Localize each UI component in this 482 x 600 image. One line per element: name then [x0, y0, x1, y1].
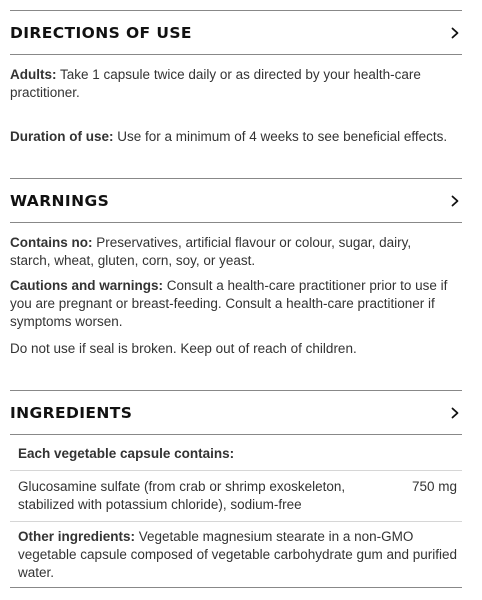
adults-label: Adults: — [10, 67, 57, 82]
warnings-contains — [10, 234, 455, 270]
cautions-label: Cautions and warnings: — [10, 278, 164, 293]
directions-header[interactable] — [10, 11, 462, 55]
warnings-header[interactable] — [10, 179, 462, 223]
section-divider — [10, 54, 462, 55]
section-divider-bottom — [10, 587, 462, 588]
ingredient-name: Glucosamine sulfate (from crab or shrimp exoskeleton, stabilized with potassium chloride), sodium-free — [18, 479, 346, 512]
ingredient-amount: 750 mg — [412, 479, 458, 494]
section-divider — [10, 434, 462, 435]
ingredients-table-header: Each vegetable capsule contains: — [18, 446, 235, 461]
chevron-right-icon — [448, 26, 462, 40]
warnings-title: WARNINGS — [10, 192, 110, 210]
cautions-text: Consult a health-care practitioner prior to use if you are pregnant or breast-feeding. Consult a health-care practitioner if symptoms worsen. — [10, 278, 448, 329]
directions-title: DIRECTIONS OF USE — [10, 24, 192, 42]
directions-duration — [10, 128, 455, 146]
contains-label: Contains no: — [10, 235, 93, 250]
chevron-right-icon — [448, 406, 462, 420]
ingredients-header[interactable] — [10, 391, 462, 435]
warnings-cautions — [10, 277, 455, 331]
section-divider — [10, 222, 462, 223]
duration-text: Use for a minimum of 4 weeks to see beneficial effects. — [113, 129, 448, 144]
directions-adults — [10, 66, 455, 102]
ingredients-other — [18, 528, 458, 582]
chevron-right-icon — [448, 194, 462, 208]
adults-text: Take 1 capsule twice daily or as directed by your health-care practitioner. — [10, 67, 421, 100]
ingredients-title: INGREDIENTS — [10, 404, 133, 422]
duration-label: Duration of use: — [10, 129, 114, 144]
contains-text: Preservatives, artificial flavour or colour, sugar, dairy, starch, wheat, gluten, corn, soy, or yeast. — [10, 235, 412, 268]
table-row-divider — [10, 470, 462, 471]
warnings-seal: Do not use if seal is broken. Keep out of reach of children. — [10, 341, 357, 356]
other-text: Vegetable magnesium stearate in a non-GMO vegetable capsule composed of vegetable carbohydrate gum and purified water. — [18, 529, 458, 580]
table-row-divider — [10, 521, 462, 522]
other-label: Other ingredients: — [18, 529, 136, 544]
